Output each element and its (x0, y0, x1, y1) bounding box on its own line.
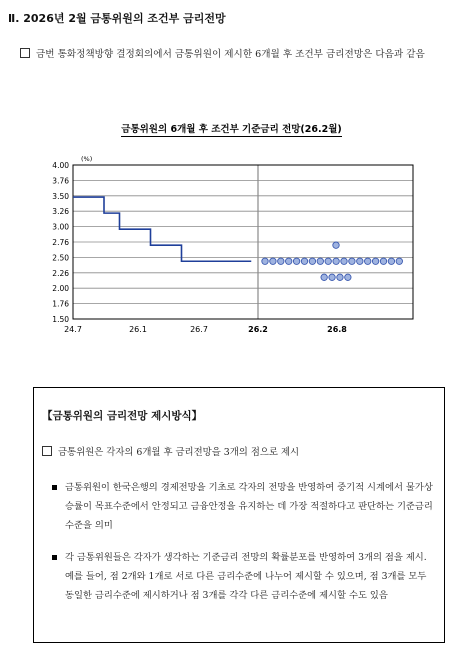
forecast-dot (372, 258, 378, 264)
y-tick-label: 4.00 (52, 161, 69, 170)
chart-axes (52, 155, 413, 334)
forecast-dot (333, 242, 339, 248)
box-title: 【금통위원의 금리전망 제시방식】 (42, 410, 203, 422)
forecast-dot (365, 258, 371, 264)
forecast-dot (309, 258, 315, 264)
x-tick-label: 24.7 (64, 325, 82, 334)
checkbox-icon (42, 446, 52, 456)
forecast-dot (349, 258, 355, 264)
x-tick-label: 26.7 (190, 325, 208, 334)
forecast-dot (278, 258, 284, 264)
forecast-dot (293, 258, 299, 264)
box-lead-text: 금통위원은 각자의 6개월 후 금리전망을 3개의 점으로 제시 (58, 447, 300, 458)
base-rate-step-line (73, 197, 251, 261)
forecast-dot (337, 274, 343, 280)
y-tick-label: 2.50 (52, 253, 69, 263)
forecast-dot (301, 258, 307, 264)
policy-method-box (33, 387, 445, 643)
y-tick-label: 3.00 (52, 222, 69, 232)
chart-grid (73, 165, 413, 319)
bullet-item (52, 548, 437, 605)
section-title: Ⅱ. 2026년 2월 금통위원의 조건부 금리전망 (8, 12, 226, 25)
x-tick-label: 26.2 (248, 325, 268, 334)
bullet-text: 각 금통위원들은 각자가 생각하는 기준금리 전망의 확률분포를 반영하여 3개의 점을 제시. 예를 들어, 점 2개와 1개로 서로 다른 금리수준에 나누어 제시할 수 있으며, 점 3개를 모두 동일한 금리수준에 제시하거나 점 3개를 각각 다른 금리수준에 제시할 수도 있음 (65, 552, 427, 601)
forecast-dot (341, 258, 347, 264)
box-lead (42, 444, 299, 458)
y-tick-label: 1.50 (52, 315, 69, 324)
y-tick-label: 2.76 (52, 238, 69, 247)
forecast-dot (321, 274, 327, 280)
y-tick-label: 1.76 (52, 299, 69, 309)
chart-series (73, 197, 402, 280)
y-tick-label: 3.76 (52, 176, 69, 186)
forecast-dot (388, 258, 394, 264)
forecast-dot (333, 258, 339, 264)
forecast-dot (286, 258, 292, 264)
forecast-dot (317, 258, 323, 264)
chart-title-text: 금통위원의 6개월 후 조건부 기준금리 전망(26.2월) (121, 124, 342, 135)
forecast-dot (357, 258, 363, 264)
forecast-dot (270, 258, 276, 264)
y-unit-label: (%) (81, 155, 93, 163)
bullet-text: 금통위원이 한국은행의 경제전망을 기초로 각자의 전망을 반영하여 중기적 시계에서 물가상승률이 목표수준에서 안정되고 금융안정을 유지하는 데 가장 적절하다고 판단하는 기준금리 수준을 의미 (65, 482, 433, 531)
y-tick-label: 2.26 (52, 268, 69, 278)
bullet-item (52, 478, 437, 535)
square-bullet-icon (52, 555, 57, 560)
x-tick-label: 26.1 (129, 325, 147, 334)
y-tick-label: 2.00 (52, 284, 69, 294)
square-bullet-icon (52, 485, 57, 490)
y-tick-label: 3.50 (52, 191, 69, 201)
y-tick-label: 3.26 (52, 207, 69, 217)
intro-text: 금번 통화정책방향 결정회의에서 금통위원이 제시한 6개월 후 조건부 금리전망은 다음과 같음 (36, 49, 425, 60)
forecast-dot (345, 274, 351, 280)
x-tick-label: 26.8 (327, 325, 347, 334)
forecast-dot (396, 258, 402, 264)
forecast-dot (380, 258, 386, 264)
forecast-dot (325, 258, 331, 264)
forecast-dot (262, 258, 268, 264)
forecast-dot (329, 274, 335, 280)
